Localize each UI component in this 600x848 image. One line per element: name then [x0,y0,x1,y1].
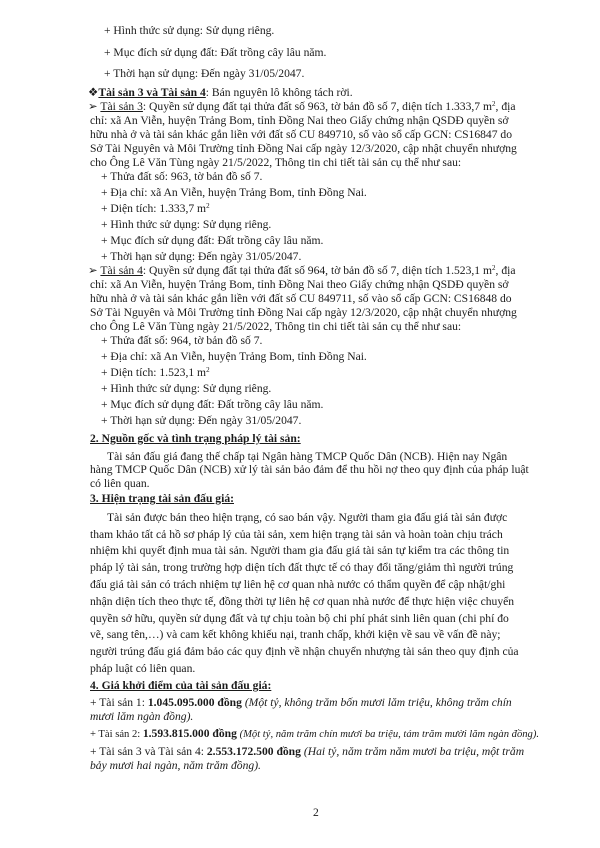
price-asset34-words: (Hai tỷ, năm trăm năm mươi ba triệu, một trăm [300,745,525,758]
asset3-address: + Địa chỉ: xã An Viễn, huyện Trảng Bom, tỉnh Đồng Nai. [101,186,367,199]
price-asset1-value: 1.045.095.000 đồng [147,696,242,709]
price-asset2 [90,727,539,742]
asset3-form: + Hình thức sử dụng: Sử dụng riêng. [101,218,272,231]
price-asset34-words-cont: bảy mươi hai ngàn, năm trăm đồng). [90,759,261,772]
section2-line3: có liên quan. [90,477,150,490]
asset3-purpose: + Mục đích sử dụng đất: Đất trồng cây lâu năm. [101,234,324,247]
asset2-term: + Thời hạn sử dụng: Đến ngày 31/05/2047. [104,67,305,80]
asset4-line5: cho Ông Lê Văn Tùng ngày 21/5/2022, Thông tin chi tiết tài sản cụ thể như sau: [90,320,462,333]
section3-heading: 3. Hiện trạng tài sản đấu giá: [90,492,234,505]
section3-line4: pháp lý tài sản, trong trường hợp diện tích đất thực tế có thay đổi tăng/giảm thì người trúng [90,561,514,574]
page-number: 2 [313,806,319,819]
asset4-area-exp2: 2 [206,366,210,374]
arrow-bullet-icon: ➢ [88,264,98,277]
asset3-area-text: + Diện tích: 1.333,7 m [101,202,207,215]
section3-line1: Tài sản được bán theo hiện trạng, có sao bán vậy. Người tham gia đấu giá tài sản được [107,511,508,524]
asset3-parcel: + Thửa đất số: 963, tờ bản đồ số 7. [101,170,263,183]
section3-line9: người trúng đấu giá đảm bảo các quy định về nhận chuyển nhượng tài sản theo quy định của [90,645,519,658]
asset4-line3: hữu nhà ở và tài sản khác gắn liền với đất số CU 849711, số vào sổ cấp GCN: CS16848 do [90,292,512,305]
section3-line3: nhiệm khi quyết định mua tài sản. Người tham gia đấu giá tài sản tự kiểm tra các thông tin [90,544,510,557]
arrow-bullet-icon: ➢ [88,100,98,113]
asset2-purpose: + Mục đích sử dụng đất: Đất trồng cây lâu năm. [104,46,327,59]
section2-line1: Tài sản đấu giá đang thế chấp tại Ngân hàng TMCP Quốc Dân (NCB). Hiện nay Ngân [107,450,508,463]
asset3-line3: hữu nhà ở và tài sản khác gắn liền với đất số CU 849710, số vào sổ cấp GCN: CS16847 do [90,128,513,141]
asset4-area-text: + Diện tích: 1.523,1 m [101,366,207,379]
asset3-line5: cho Ông Lê Văn Tùng ngày 21/5/2022, Thông tin chi tiết tài sản cụ thể như sau: [90,156,462,169]
asset4-address: + Địa chỉ: xã An Viễn, huyện Trảng Bom, tỉnh Đồng Nai. [101,350,367,363]
asset4-form: + Hình thức sử dụng: Sử dụng riêng. [101,382,272,395]
section3-line8: vẽ, sang tên,…) và cam kết không khiếu nại, tranh chấp, khởi kiện về sau về vấn đề này; [90,628,501,641]
price-asset34 [90,745,524,759]
asset3-area [101,202,210,216]
asset4-line2: chỉ: xã An Viễn, huyện Trảng Bom, tỉnh Đồng Nai theo Giấy chứng nhận QSDĐ quyền sở [90,278,509,291]
section2-heading: 2. Nguồn gốc và tình trạng pháp lý tài sản: [90,432,301,445]
asset2-form: + Hình thức sử dụng: Sử dụng riêng. [104,24,275,37]
diamond-bullet-icon: ❖ [88,86,99,99]
price-asset2-words: (Một tỷ, năm trăm chín mươi ba triệu, tám trăm mười lăm ngàn đồng). [236,729,540,740]
price-asset34-label: + Tài sản 3 và Tài sản 4: [90,745,207,758]
asset4-line1-tail: , địa [495,264,516,277]
asset3-line1-tail: , địa [495,100,516,113]
asset4-line1-text: : Quyền sử dụng đất tại thửa đất số 964, tờ bản đồ số 7, diện tích 1.523,1 m [142,264,493,277]
price-asset34-value: 2.553.172.500 đồng [206,745,301,758]
asset4-line4: Sở Tài Nguyên và Môi Trường tỉnh Đồng Nai cấp ngày 12/3/2020, cập nhật chuyển nhượng [90,306,517,319]
asset3-area-exp: 2 [492,100,496,108]
section3-line7: quyền sở hữu, quyền sử dụng đất và tự chịu toàn bộ chi phí phát sinh liên quan (chi phí đo [90,612,509,625]
price-asset2-value: 1.593.815.000 đồng [142,727,237,740]
section3-line6: nhận diện tích theo thực tế, đồng thời tự liên hệ cơ quan nhà nước để thực hiện việc chuyển [90,595,515,608]
asset3-term: + Thời hạn sử dụng: Đến ngày 31/05/2047. [101,250,302,263]
price-asset2-label: + Tài sản 2: [90,729,143,740]
section4-heading: 4. Giá khởi điểm của tài sản đấu giá: [90,679,272,692]
price-asset1-words: (Một tỷ, không trăm bốn mươi lăm triệu, không trăm chín [241,696,512,709]
asset3-line2: chỉ: xã An Viễn, huyện Trảng Bom, tỉnh Đồng Nai theo Giấy chứng nhận QSDĐ quyền sở [90,114,509,127]
group-note-label: Tài sản 3 và Tài sản 4 [98,86,206,99]
section3-line5: đấu giá tài sản có trách nhiệm tự liên hệ cơ quan nhà nước có thẩm quyền để cập nhật/ghi [90,578,506,591]
asset4-title: Tài sản 4 [100,264,143,277]
price-asset1 [90,696,512,710]
asset4-term: + Thời hạn sử dụng: Đến ngày 31/05/2047. [101,414,302,427]
group-note-text: : Bán nguyên lô không tách rời. [205,86,353,99]
asset4-line1 [88,264,515,278]
section3-line2: tham khảo tất cả hồ sơ pháp lý của tài sản, xem hiện trạng tài sản và hoàn toàn chịu trách [90,528,503,541]
asset4-area-exp: 2 [492,264,496,272]
section3-line10: pháp luật có liên quan. [90,662,196,675]
section2-line2: hàng TMCP Quốc Dân (NCB) xử lý tài sản bảo đảm để thu hồi nợ theo quy định của pháp luật [90,463,529,476]
asset3-title: Tài sản 3 [100,100,143,113]
asset4-parcel: + Thửa đất số: 964, tờ bản đồ số 7. [101,334,263,347]
asset4-purpose: + Mục đích sử dụng đất: Đất trồng cây lâu năm. [101,398,324,411]
asset3-line1-text: : Quyền sử dụng đất tại thửa đất số 963, tờ bản đồ số 7, diện tích 1.333,7 m [142,100,493,113]
price-asset1-label: + Tài sản 1: [90,696,148,709]
asset3-line1 [88,100,515,114]
asset4-area [101,366,210,380]
asset3-line4: Sở Tài Nguyên và Môi Trường tỉnh Đồng Nai cấp ngày 12/3/2020, cập nhật chuyển nhượng [90,142,517,155]
group-note [88,86,353,100]
price-asset1-words-cont: mươi lăm ngàn đồng). [90,710,194,723]
asset3-area-exp2: 2 [206,202,210,210]
